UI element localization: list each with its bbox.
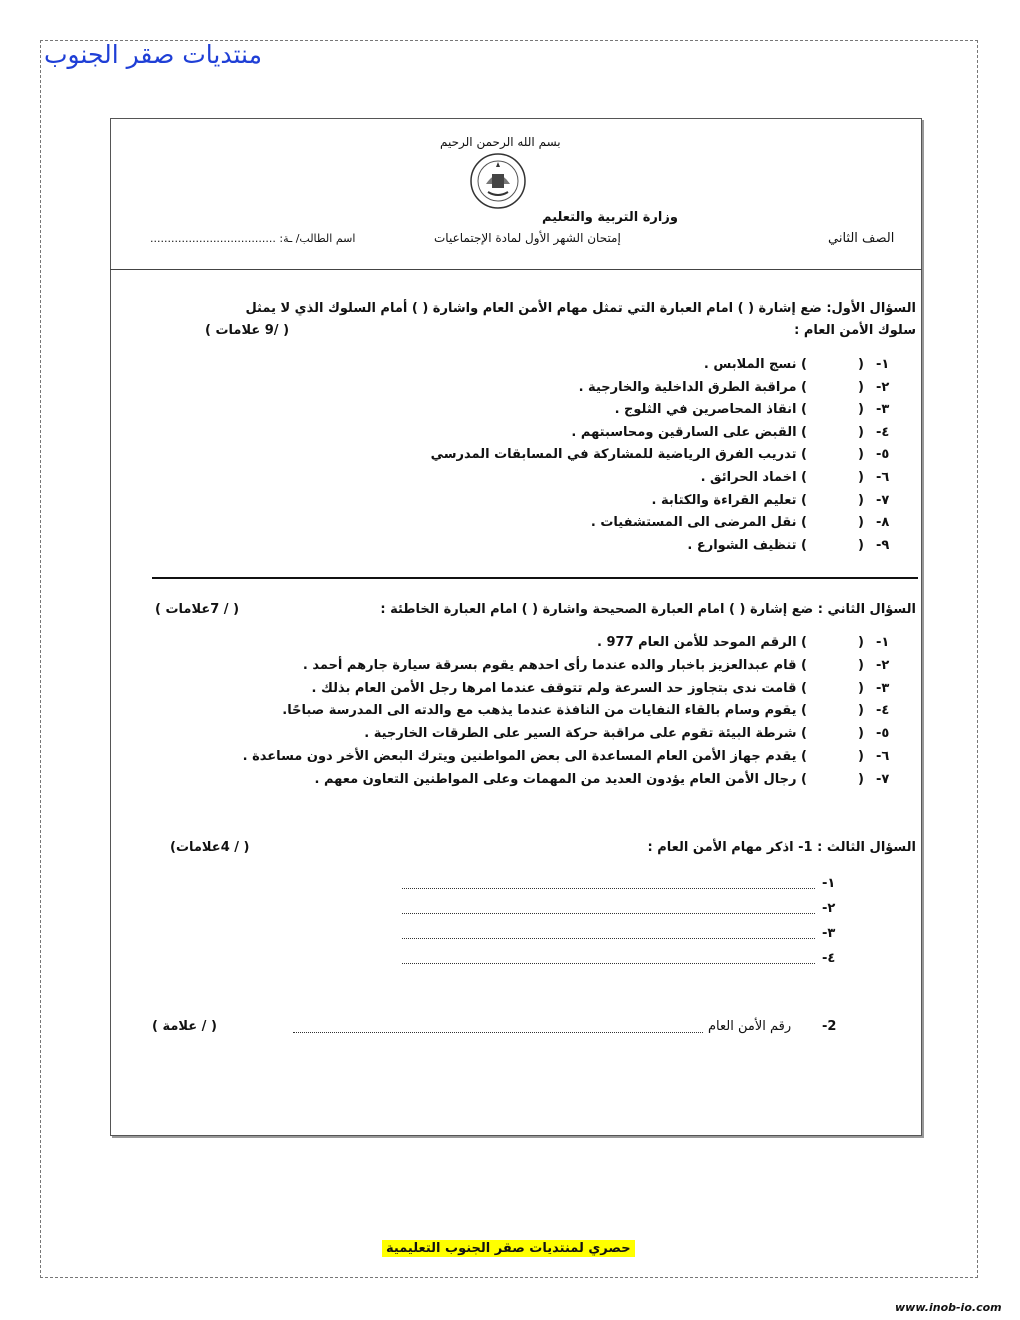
q1-item-number: ٧- bbox=[876, 492, 890, 508]
q2-marks: ( / 7علامات ) bbox=[155, 602, 240, 617]
footer-banner: حصري لمنتديات صقر الجنوب التعليمية bbox=[382, 1240, 635, 1257]
q2-answer-box[interactable]: ( bbox=[858, 703, 864, 719]
q3-part2-answer-line[interactable] bbox=[293, 1032, 703, 1033]
q2-answer-box[interactable]: ( bbox=[858, 680, 864, 696]
q3-answer-line[interactable] bbox=[402, 913, 815, 914]
q1-answer-box[interactable]: ( bbox=[858, 447, 864, 463]
q1-answer-box[interactable]: ( bbox=[858, 470, 864, 485]
q2-item-text: ) يقدم جهاز الأمن العام المساعدة الى بعض المواطنين ويترك البعض الأخر دون مساعدة . bbox=[242, 749, 807, 764]
q2-item-number: ٧- bbox=[876, 771, 890, 787]
q3-answer-line[interactable] bbox=[402, 888, 815, 889]
q1-answer-box[interactable]: ( bbox=[858, 492, 864, 508]
q1-answer-box[interactable]: ( bbox=[858, 424, 864, 440]
q1-instruction: السؤال الأول: ضع إشارة ( ) امام العبارة التي تمثل مهام الأمن العام واشارة ( ) أمام السلوك الذي لا يمثل bbox=[245, 301, 916, 316]
q1-item-text: ) تدريب الفرق الرياضية للمشاركة في المسابقات المدرسي bbox=[430, 447, 807, 463]
q1-item-number: ٥- bbox=[876, 447, 890, 463]
q2-item-number: ١- bbox=[876, 635, 890, 650]
q1-instruction-cont: سلوك الأمن العام : bbox=[794, 323, 916, 338]
q3-answer-line[interactable] bbox=[402, 938, 815, 939]
exam-title: إمتحان الشهر الأول لمادة الإجتماعيات bbox=[434, 231, 621, 245]
q3-answer-line[interactable] bbox=[402, 963, 815, 964]
q2-item-text: ) يقوم وسام بالقاء النفايات من النافذة عندما يذهب مع والدته الى المدرسة صباحًا. bbox=[282, 703, 807, 719]
q2-item-number: ٢- bbox=[876, 657, 890, 673]
q2-item-text: ) قامت ندى بتجاوز حد السرعة ولم تتوقف عندما امرها رجل الأمن العام بذلك . bbox=[311, 680, 807, 696]
q1-answer-box[interactable]: ( bbox=[858, 515, 864, 531]
site-url: www.inob-io.com bbox=[895, 1301, 1002, 1314]
q3-marks: ( / 4علامات) bbox=[170, 840, 250, 855]
q2-item-text: ) رجال الأمن العام يؤدون العديد من المهمات وعلى المواطنين التعاون معهم . bbox=[314, 771, 807, 787]
q2-item-number: ٥- bbox=[876, 726, 890, 742]
q1-item-text: ) القبض على السارقين ومحاسبتهم . bbox=[571, 424, 807, 440]
jordan-coat-of-arms-seal bbox=[468, 152, 528, 210]
q1-item-number: ٦- bbox=[876, 470, 890, 485]
q2-item-number: ٤- bbox=[876, 703, 890, 719]
q2-answer-box[interactable]: ( bbox=[858, 749, 864, 764]
q1-item-text: ) اخماد الحرائق . bbox=[700, 470, 807, 485]
q3-part2-marks: ( / علامة ) bbox=[152, 1019, 217, 1034]
q1-answer-box[interactable]: ( bbox=[858, 379, 864, 395]
q1-item-text: ) تنظيف الشوارع . bbox=[687, 537, 807, 553]
q1-answer-box[interactable]: ( bbox=[858, 402, 864, 418]
ministry-name: وزارة التربية والتعليم bbox=[542, 210, 678, 225]
q3-part2-label: رقم الأمن العام bbox=[708, 1019, 792, 1034]
q1-item-number: ٩- bbox=[876, 537, 890, 553]
q2-item-number: ٣- bbox=[876, 680, 890, 696]
q1-item-text: ) تعليم القراءة والكتابة . bbox=[651, 492, 807, 508]
basmala: بسم الله الرحمن الرحيم bbox=[440, 135, 561, 149]
q1-item-text: ) نسج الملابس . bbox=[703, 357, 807, 372]
q2-answer-box[interactable]: ( bbox=[858, 771, 864, 787]
q2-item-text: ) الرقم الموحد للأمن العام 977 . bbox=[597, 635, 807, 650]
q1-item-number: ٢- bbox=[876, 379, 890, 395]
q3-instruction: السؤال الثالث : 1- اذكر مهام الأمن العام : bbox=[647, 840, 916, 855]
q2-instruction: السؤال الثاني : ضع إشارة ( ) امام العبارة الصحيحة واشارة ( ) امام العبارة الخاطئة : bbox=[380, 602, 916, 617]
q1-answer-box[interactable]: ( bbox=[858, 357, 864, 372]
q1-item-text: ) نقل المرضى الى المستشفيات . bbox=[590, 515, 807, 531]
q3-blank-number: ٢- bbox=[822, 901, 836, 916]
q2-item-text: ) شرطة البيئة تقوم على مراقبة حركة السير على الطرقات الخارجية . bbox=[364, 726, 807, 742]
q2-answer-box[interactable]: ( bbox=[858, 726, 864, 742]
q1-item-text: ) انقاذ المحاصرين في الثلوج . bbox=[614, 402, 807, 418]
q2-answer-box[interactable]: ( bbox=[858, 635, 864, 650]
q1-item-text: ) مراقبة الطرق الداخلية والخارجية . bbox=[578, 379, 807, 395]
q1-item-number: ٤- bbox=[876, 424, 890, 440]
q2-answer-box[interactable]: ( bbox=[858, 657, 864, 673]
brand-title: منتديات صقر الجنوب bbox=[44, 40, 262, 69]
grade-label: الصف الثاني bbox=[828, 231, 895, 246]
exam-sheet bbox=[110, 118, 922, 1136]
q2-item-number: ٦- bbox=[876, 749, 890, 764]
q1-marks: ( /9 علامات ) bbox=[205, 323, 290, 338]
q1-item-number: ٨- bbox=[876, 515, 890, 531]
q3-blank-number: ١- bbox=[822, 876, 836, 891]
q3-blank-number: ٤- bbox=[822, 951, 836, 966]
student-name-field[interactable]: اسم الطالب/ ـة: .................................... bbox=[150, 232, 356, 245]
q2-item-text: ) قام عبدالعزيز باخبار والده عندما رأى احدهم يقوم بسرقة سيارة جارهم أحمد . bbox=[302, 657, 807, 673]
q1-item-number: ١- bbox=[876, 357, 890, 372]
q1-answer-box[interactable]: ( bbox=[858, 537, 864, 553]
q1-item-number: ٣- bbox=[876, 402, 890, 418]
section-divider bbox=[152, 577, 918, 579]
q3-part2-number: 2- bbox=[822, 1019, 837, 1034]
q3-blank-number: ٣- bbox=[822, 926, 836, 941]
